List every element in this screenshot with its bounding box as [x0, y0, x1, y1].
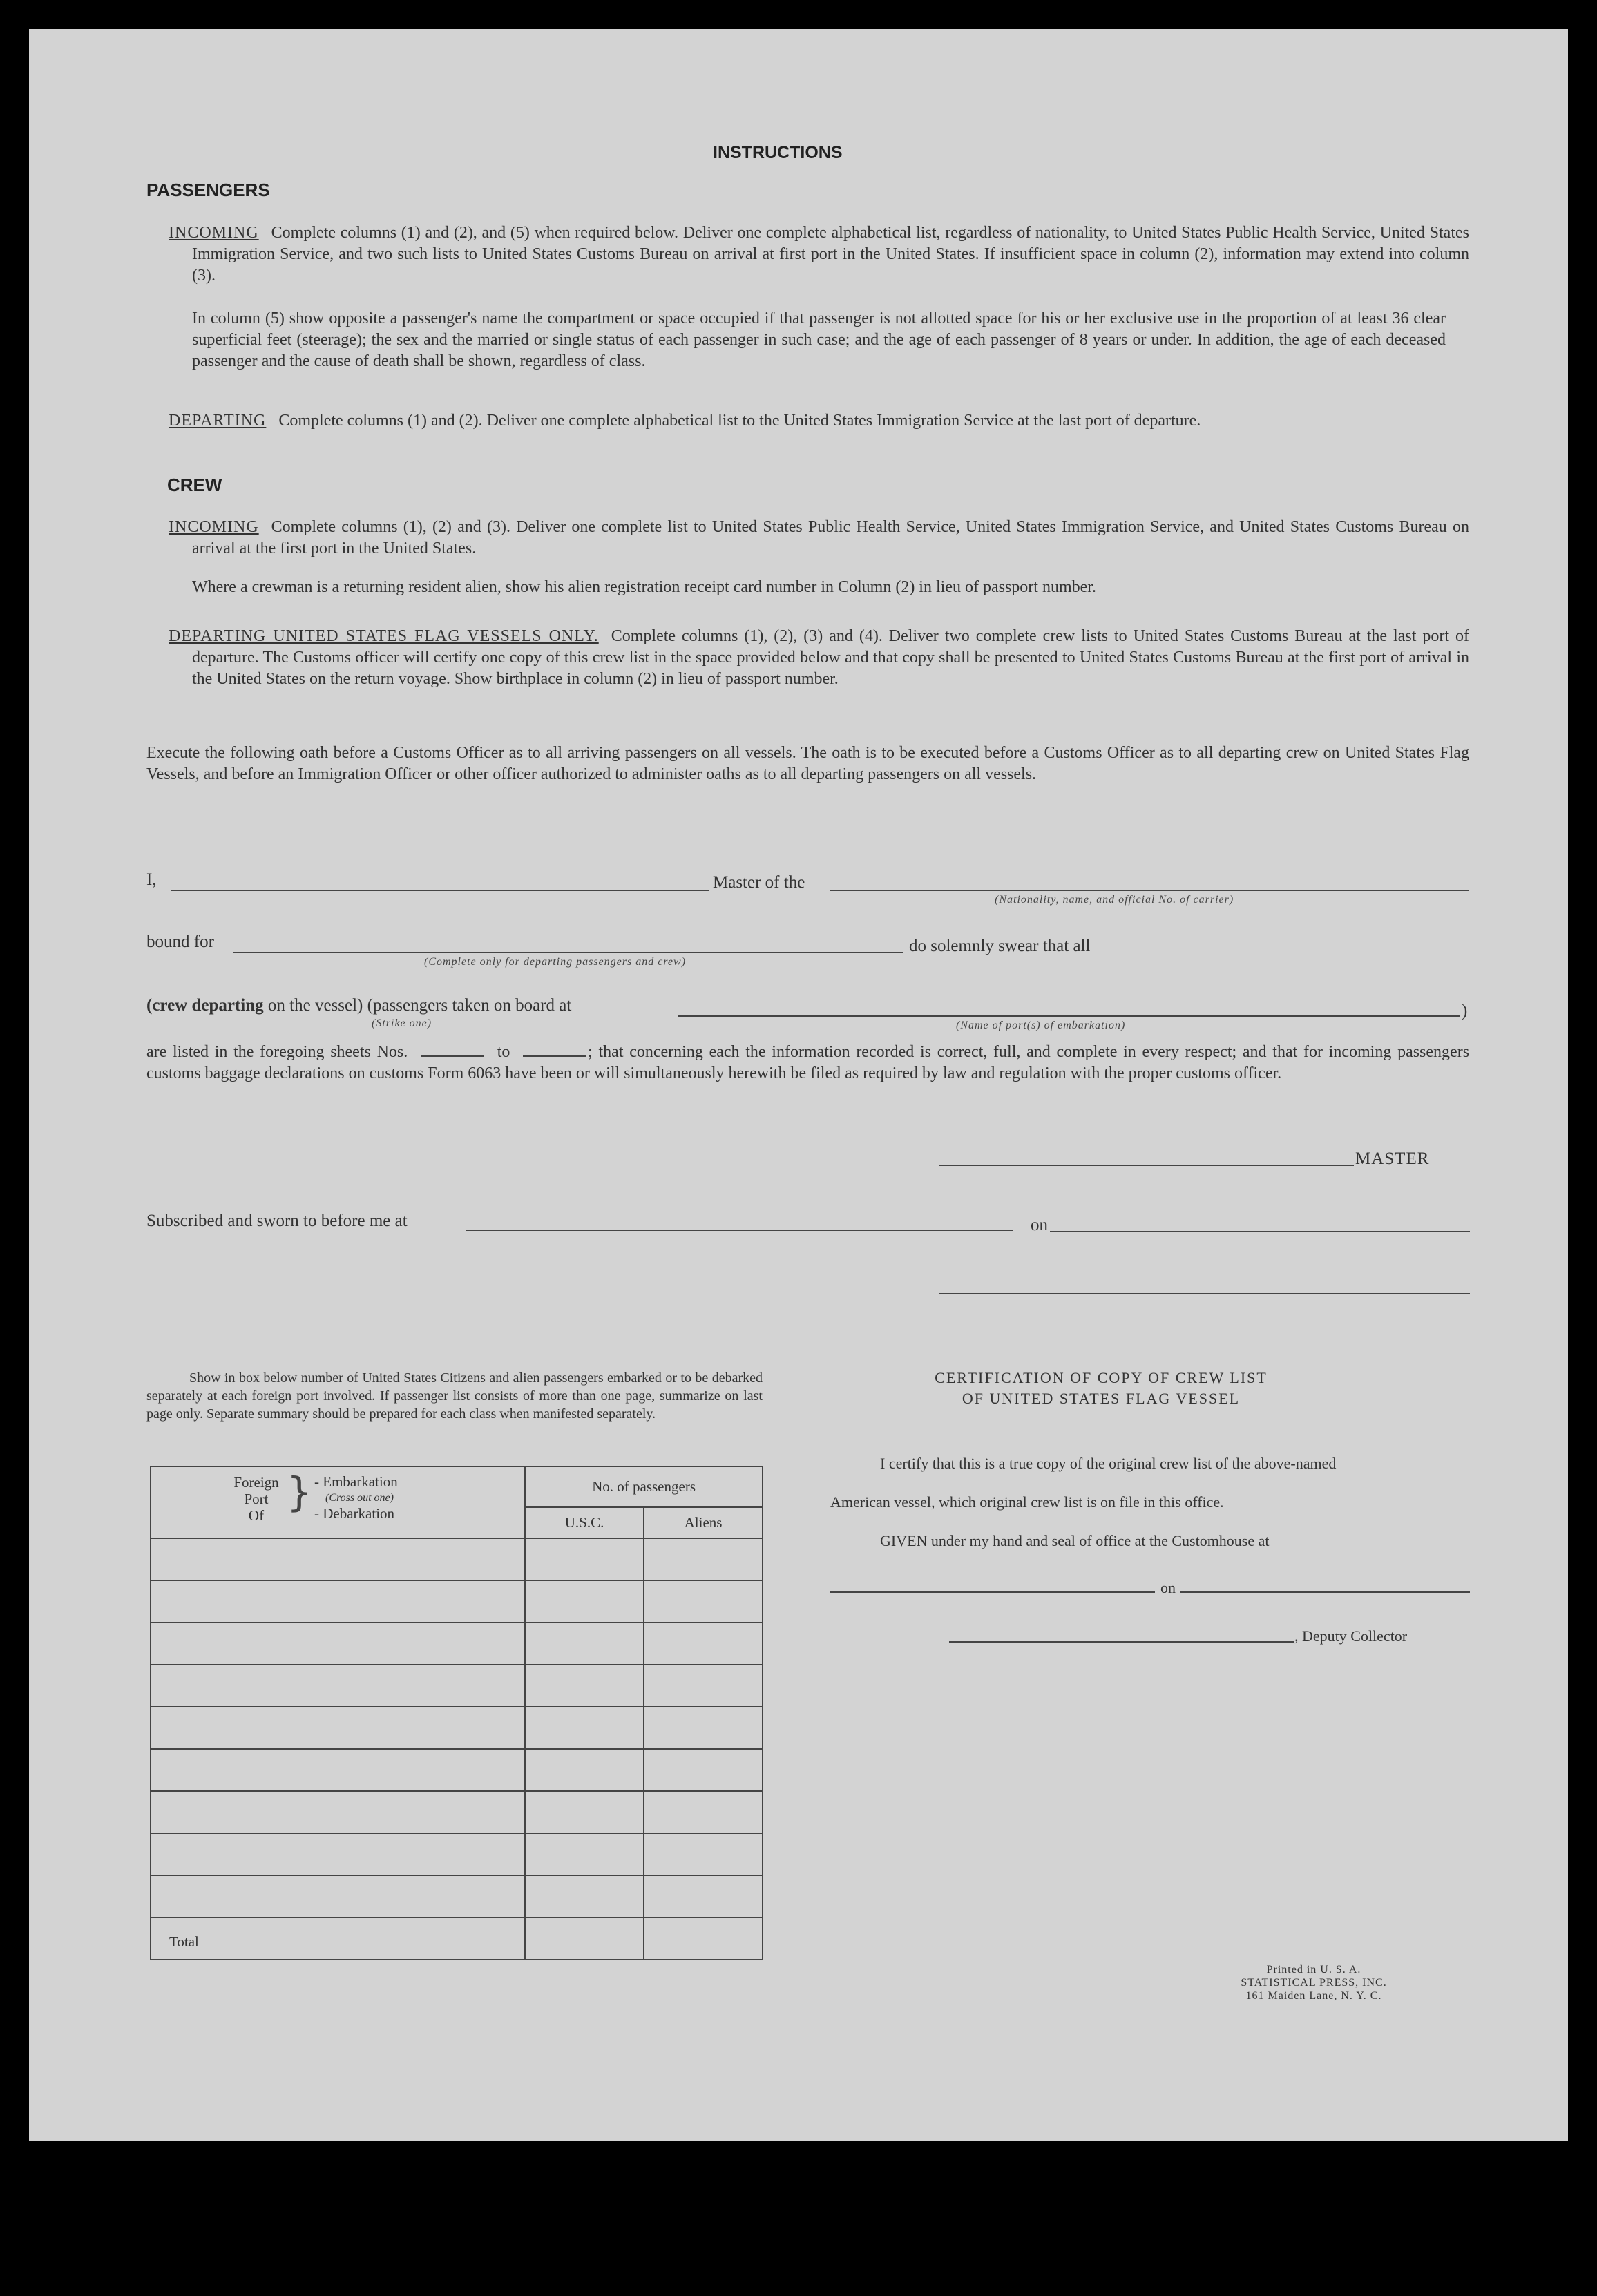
- table-row: [151, 1665, 763, 1707]
- usc-cell[interactable]: [525, 1538, 644, 1580]
- cross-out-caption: (Cross out one): [325, 1492, 394, 1504]
- aliens-header: Aliens: [644, 1507, 763, 1538]
- master-label: MASTER: [1355, 1149, 1430, 1168]
- oath-instruction: Execute the following oath before a Customs Officer as to all arriving passengers on all vessels. The oath is to be executed before a Customs Officer as to all departing crew on United States Flag Vessels, and before an Immigration Officer or other officer authorized to administer oaths as to all departing passengers on all vessels.: [146, 744, 1469, 783]
- aliens-cell[interactable]: [644, 1623, 763, 1665]
- passengers-incoming-text: Complete columns (1) and (2), and (5) when required below. Deliver one complete alphabetical list, regardless of nationality, to United States Public Health Service, United States Immigration Service, and two such lists to United States Customs Bureau on arrival at first port in the United States. If insufficient space in column (2), information may extend into column (3).: [192, 224, 1469, 285]
- american-vessel-text: American vessel, which original crew list is on file in this office.: [830, 1493, 1224, 1511]
- master-name-field[interactable]: [171, 890, 709, 891]
- usc-total-cell[interactable]: [525, 1917, 644, 1960]
- table-row: [151, 1791, 763, 1833]
- divider: [146, 825, 1469, 830]
- certification-title-line1: CERTIFICATION OF COPY OF CREW LIST: [935, 1369, 1268, 1386]
- divider: [146, 727, 1469, 732]
- table-row: [151, 1833, 763, 1875]
- strike-one-caption: (Strike one): [372, 1017, 432, 1029]
- officer-signature-field[interactable]: [939, 1293, 1470, 1294]
- embarkation-option[interactable]: - Embarkation: [314, 1473, 398, 1490]
- certification-title-line2: OF UNITED STATES FLAG VESSEL: [962, 1390, 1241, 1407]
- oath-i-label: I,: [146, 870, 157, 889]
- sheet-from-field[interactable]: [421, 1055, 484, 1057]
- debarkation-option[interactable]: - Debarkation: [314, 1505, 395, 1522]
- port-cell[interactable]: [151, 1665, 525, 1707]
- printer-line1: Printed in U. S. A.: [1266, 1964, 1361, 1975]
- form-page: [29, 29, 1568, 2141]
- printer-line2: STATISTICAL PRESS, INC.: [1241, 1977, 1387, 1989]
- brace-icon: }: [287, 1469, 312, 1515]
- certify-text: I certify that this is a true copy of the original crew list of the above-named: [880, 1455, 1337, 1472]
- usc-cell[interactable]: [525, 1833, 644, 1875]
- divider: [146, 1328, 1469, 1333]
- port-cell[interactable]: [151, 1749, 525, 1791]
- port-cell[interactable]: [151, 1580, 525, 1623]
- passenger-summary-table: [150, 1466, 763, 1960]
- passengers-incoming-lead: INCOMING: [169, 224, 259, 242]
- table-row: [151, 1623, 763, 1665]
- sworn-location-field[interactable]: [466, 1230, 1013, 1231]
- no-passengers-header: No. of passengers: [525, 1466, 763, 1507]
- usc-cell[interactable]: [525, 1665, 644, 1707]
- port-cell[interactable]: [151, 1833, 525, 1875]
- sheets-text-1: are listed in the foregoing sheets Nos.: [146, 1043, 408, 1061]
- crew-resident-paragraph: Where a crewman is a returning resident alien, show his alien registration receipt card number in Column (2) in lieu of passport number.: [192, 578, 1096, 596]
- of-label: Of: [248, 1507, 265, 1524]
- crew-departing-lead: DEPARTING UNITED STATES FLAG VESSELS ONLY.: [169, 627, 599, 645]
- certification-title: [852, 1368, 1350, 1409]
- port-cell[interactable]: [151, 1875, 525, 1917]
- printer-line3: 161 Maiden Lane, N. Y. C.: [1245, 1990, 1382, 2002]
- total-label: Total: [151, 1917, 525, 1960]
- port-header-cell: [151, 1466, 525, 1538]
- sworn-date-field[interactable]: [1050, 1231, 1470, 1232]
- passengers-column5-paragraph: In column (5) show opposite a passenger's name the compartment or space occupied if that passenger is not allotted space for his or her exclusive use in the proportion of at least 36 clear superficial feet (steerage); the sex and the married or single status of each passenger in such case; and the age of each passenger of 8 years or under. In addition, the age of each deceased passenger and the cause of death shall be shown, regardless of class.: [192, 309, 1446, 370]
- sheets-to: to: [497, 1043, 510, 1061]
- table-row: [151, 1875, 763, 1917]
- crew-departing-option[interactable]: (crew departing: [146, 996, 264, 1015]
- sworn-on-label: on: [1031, 1216, 1048, 1234]
- bound-for-field[interactable]: [233, 952, 903, 953]
- passengers-departing-text: Complete columns (1) and (2). Deliver one complete alphabetical list to the United States Immigration Service at the last port of departure.: [278, 412, 1201, 430]
- page-title: INSTRUCTIONS: [713, 143, 843, 162]
- complete-only-caption: (Complete only for departing passengers and crew): [424, 956, 687, 968]
- aliens-total-cell[interactable]: [644, 1917, 763, 1960]
- usc-header: U.S.C.: [525, 1507, 644, 1538]
- deputy-collector-label: , Deputy Collector: [1294, 1627, 1408, 1645]
- aliens-cell[interactable]: [644, 1665, 763, 1707]
- given-text: GIVEN under my hand and seal of office at the Customhouse at: [880, 1532, 1270, 1549]
- passengers-heading: PASSENGERS: [146, 180, 270, 200]
- port-cell[interactable]: [151, 1538, 525, 1580]
- usc-cell[interactable]: [525, 1623, 644, 1665]
- crew-incoming-paragraph: [169, 517, 1469, 559]
- sheet-to-field[interactable]: [523, 1055, 586, 1057]
- sheets-text-2: ; that concerning each the information recorded is correct, full, and complete in every respect; and that for incoming passengers customs baggage declarations on customs Form 6063 have been or will simultaneously herewith be filed as required by law and regulation with the proper customs officer.: [146, 1043, 1470, 1082]
- crew-departing-paragraph: [169, 626, 1469, 690]
- port-caption: (Name of port(s) of embarkation): [956, 1020, 1126, 1031]
- crew-departing-text: Complete columns (1), (2), (3) and (4). Deliver two complete crew lists to United States Customs Bureau at the last port of departure. The Customs officer will certify one copy of this crew list in the space provided below and that copy shall be presented to United States Customs Bureau at the first port of arrival in the United States on the return voyage. Show birthplace in column (2) in lieu of passport number.: [192, 627, 1469, 688]
- customhouse-field[interactable]: [830, 1591, 1155, 1593]
- table-row: [151, 1749, 763, 1791]
- master-signature-field[interactable]: [939, 1165, 1354, 1166]
- table-row: [151, 1538, 763, 1580]
- usc-cell[interactable]: [525, 1707, 644, 1749]
- crew-incoming-lead: INCOMING: [169, 518, 259, 536]
- carrier-field[interactable]: [830, 890, 1469, 891]
- bound-for-label: bound for: [146, 932, 214, 951]
- deputy-signature-field[interactable]: [949, 1641, 1294, 1643]
- passengers-departing-paragraph: [169, 410, 1469, 432]
- port-cell[interactable]: [151, 1791, 525, 1833]
- aliens-cell[interactable]: [644, 1580, 763, 1623]
- aliens-cell[interactable]: [644, 1791, 763, 1833]
- foreign-label: Foreign: [233, 1474, 279, 1491]
- port-embarkation-field[interactable]: [678, 1015, 1460, 1017]
- aliens-cell[interactable]: [644, 1538, 763, 1580]
- total-row: [151, 1917, 763, 1960]
- aliens-cell[interactable]: [644, 1833, 763, 1875]
- nationality-caption: (Nationality, name, and official No. of carrier): [995, 894, 1234, 906]
- on-the-vessel-text: on the vessel): [267, 996, 363, 1015]
- port-cell[interactable]: [151, 1623, 525, 1665]
- passengers-incoming-paragraph: [169, 222, 1469, 287]
- do-solemnly-text: do solemnly swear that all: [909, 937, 1091, 955]
- passengers-taken-option[interactable]: (passengers taken on board at: [367, 996, 572, 1015]
- aliens-cell[interactable]: [644, 1875, 763, 1917]
- close-paren: ): [1462, 1002, 1468, 1020]
- usc-cell[interactable]: [525, 1580, 644, 1623]
- do-solemnly-label: [909, 937, 1090, 956]
- crew-heading: CREW: [167, 475, 222, 495]
- summary-instructions: Show in box below number of United States Citizens and alien passengers embarked or to be debarked separately at each foreign port involved. If passenger list consists of more than one page, summarize on last page only. Separate summary should be prepared for each class when manifested separately.: [146, 1370, 763, 1422]
- table-row: [151, 1707, 763, 1749]
- usc-cell[interactable]: [525, 1791, 644, 1833]
- passengers-departing-lead: DEPARTING: [169, 412, 267, 430]
- strike-one-clause: [146, 996, 571, 1015]
- sheets-paragraph: [146, 1042, 1469, 1084]
- usc-cell[interactable]: [525, 1749, 644, 1791]
- cert-on-label: on: [1160, 1579, 1176, 1596]
- printer-imprint: [1196, 1963, 1431, 2002]
- usc-cell[interactable]: [525, 1875, 644, 1917]
- aliens-cell[interactable]: [644, 1749, 763, 1791]
- port-cell[interactable]: [151, 1707, 525, 1749]
- crew-incoming-text: Complete columns (1), (2) and (3). Deliver one complete list to United States Public Health Service, United States Immigration Service, and United States Customs Bureau on arrival at the first port in the United States.: [192, 518, 1469, 557]
- master-of-the-label: Master of the: [713, 873, 805, 892]
- subscribed-label: Subscribed and sworn to before me at: [146, 1212, 408, 1230]
- aliens-cell[interactable]: [644, 1707, 763, 1749]
- cert-date-field[interactable]: [1180, 1591, 1470, 1593]
- table-row: [151, 1580, 763, 1623]
- port-label: Port: [244, 1491, 269, 1507]
